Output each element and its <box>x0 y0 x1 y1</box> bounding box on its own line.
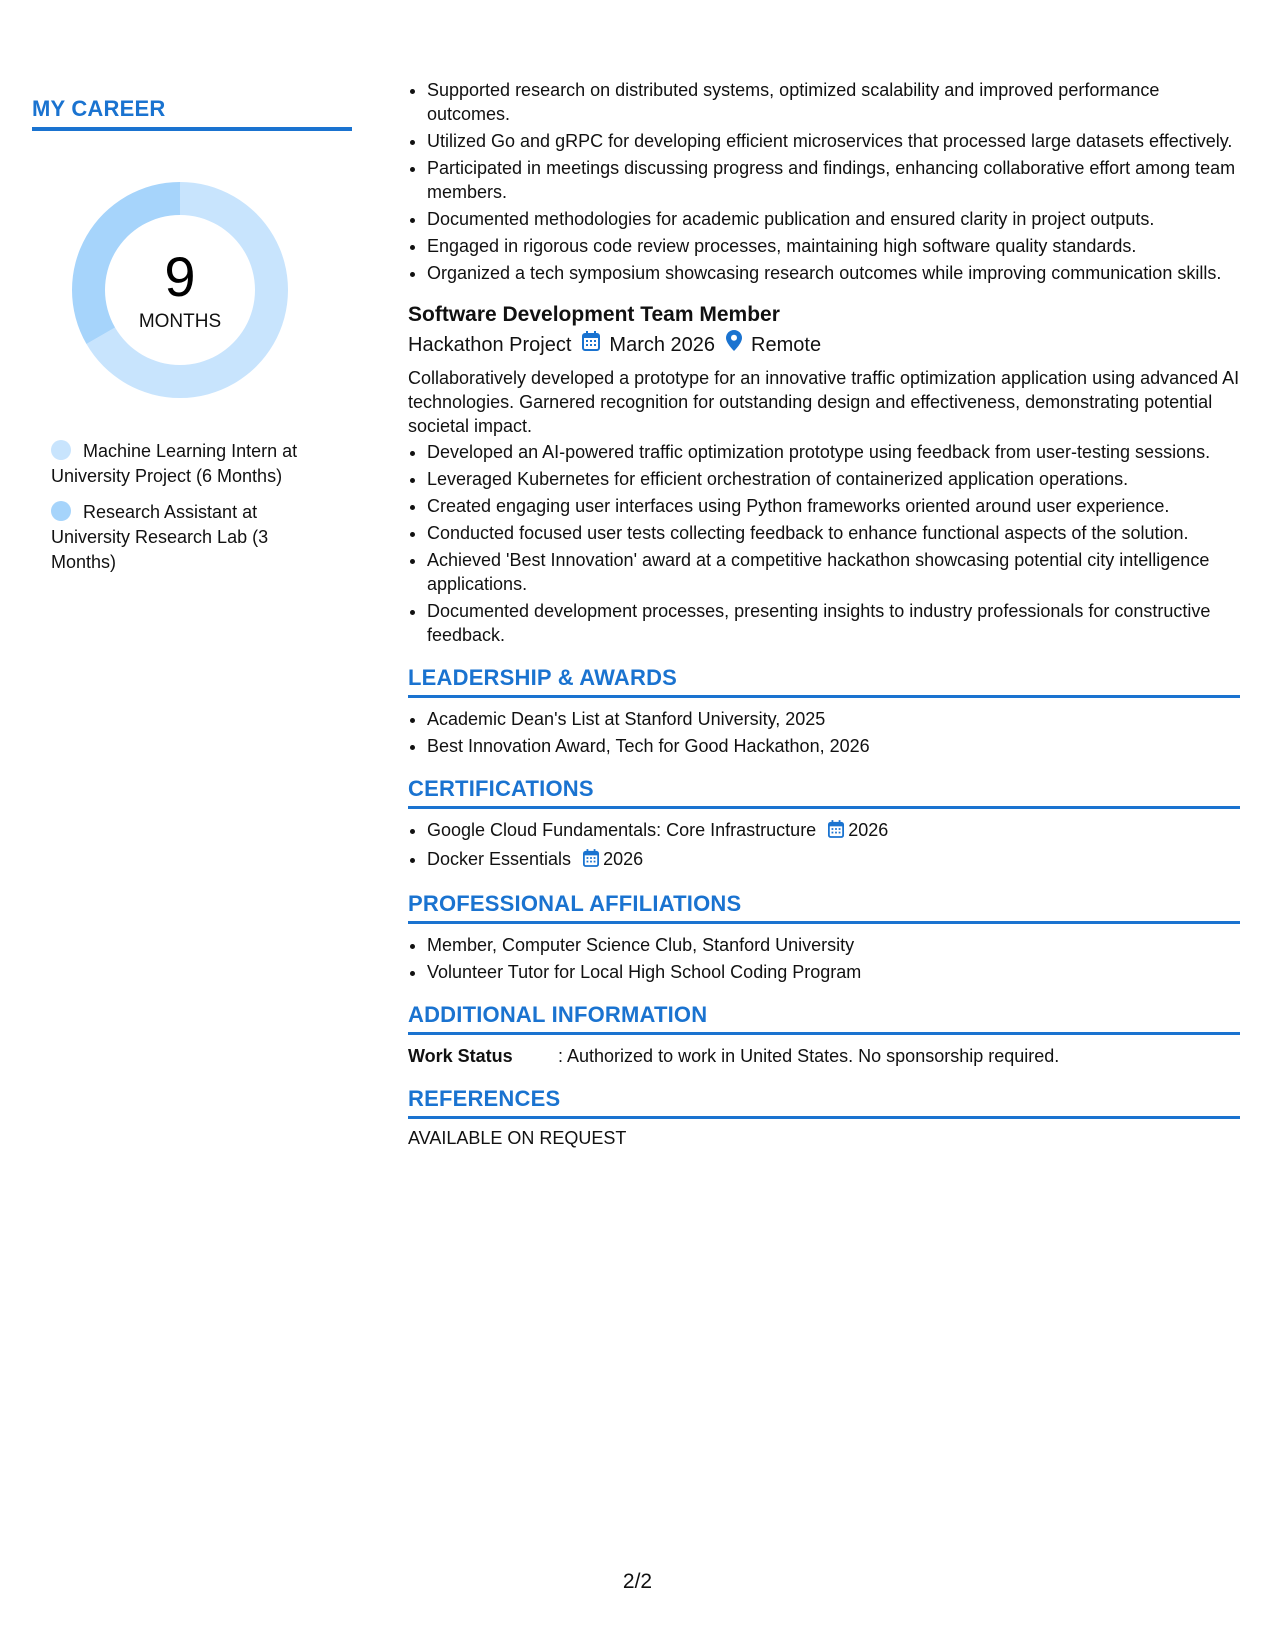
job-meta <box>408 330 1240 359</box>
additional-section-title: ADDITIONAL INFORMATION <box>408 1002 1240 1035</box>
references-section-title: REFERENCES <box>408 1086 1240 1119</box>
leadership-section <box>408 665 1240 758</box>
legend-item <box>51 439 321 489</box>
list-item: • Created engaging user interfaces using Python frameworks oriented around user experience. <box>427 494 1240 518</box>
list-item: • Documented development processes, presenting insights to industry professionals for constructive feedback. <box>427 599 1240 647</box>
legend-label: Research Assistant at University Research Lab (3 Months) <box>51 502 269 572</box>
additional-section <box>408 1002 1240 1068</box>
legend-item <box>51 500 321 575</box>
career-column <box>32 96 352 586</box>
work-status-row <box>408 1044 1240 1068</box>
job-company: Hackathon Project <box>408 333 572 356</box>
calendar-icon <box>582 331 600 359</box>
career-legend <box>51 439 321 575</box>
references-text: AVAILABLE ON REQUEST <box>408 1128 627 1148</box>
main-column <box>408 78 1240 1149</box>
job-location: Remote <box>751 333 822 356</box>
cert-name: Docker Essentials <box>427 849 572 869</box>
list-item: • Academic Dean's List at Stanford University, 2025 <box>427 707 1240 731</box>
list-item <box>427 847 1240 873</box>
page-number: 2/2 <box>622 1570 653 1593</box>
list-item: • Member, Computer Science Club, Stanford University <box>427 933 1240 957</box>
career-total-unit: MONTHS <box>138 311 222 332</box>
prev-job-bullets <box>408 78 1240 285</box>
list-item: • Conducted focused user tests collecting feedback to enhance functional aspects of the solution. <box>427 521 1240 545</box>
work-status-value: : Authorized to work in United States. No sponsorship required. <box>558 1046 1060 1066</box>
job-title: Software Development Team Member <box>408 303 780 326</box>
career-total-number: 9 <box>164 245 196 308</box>
references-section <box>408 1086 1240 1149</box>
list-item: • Supported research on distributed systems, optimized scalability and improved performance outcomes. <box>427 78 1240 126</box>
calendar-icon <box>583 849 599 873</box>
certifications-section <box>408 776 1240 873</box>
list-item: • Leveraged Kubernetes for efficient orchestration of containerized application operations. <box>427 467 1240 491</box>
affiliations-section <box>408 891 1240 984</box>
list-item: • Organized a tech symposium showcasing research outcomes while improving communication skills. <box>427 261 1240 285</box>
affiliations-section-title: PROFESSIONAL AFFILIATIONS <box>408 891 1240 924</box>
cert-year: 2026 <box>848 820 889 840</box>
legend-label: Machine Learning Intern at University Project (6 Months) <box>51 441 298 486</box>
list-item: • Utilized Go and gRPC for developing efficient microservices that processed large datasets effectively. <box>427 129 1240 153</box>
list-item: • Developed an AI-powered traffic optimization prototype using feedback from user-testing sessions. <box>427 440 1240 464</box>
work-status-label: Work Status <box>408 1046 513 1066</box>
cert-year: 2026 <box>603 849 644 869</box>
list-item <box>427 818 1240 844</box>
list-item: • Best Innovation Award, Tech for Good Hackathon, 2026 <box>427 734 1240 758</box>
job-date: March 2026 <box>609 333 716 356</box>
list-item: • Achieved 'Best Innovation' award at a competitive hackathon showcasing potential city intelligence applications. <box>427 548 1240 596</box>
certifications-section-title: CERTIFICATIONS <box>408 776 1240 809</box>
calendar-icon <box>828 820 844 844</box>
location-pin-icon <box>726 330 742 359</box>
list-item: • Participated in meetings discussing progress and findings, enhancing collaborative effort among team members. <box>427 156 1240 204</box>
cert-name: Google Cloud Fundamentals: Core Infrastructure <box>427 820 817 840</box>
job-description: Collaboratively developed a prototype for an innovative traffic optimization application using advanced AI technologies. Garnered recognition for outstanding design and effectiveness, demonstrating potential societal impact. <box>408 368 1240 436</box>
list-item: • Engaged in rigorous code review processes, maintaining high software quality standards. <box>427 234 1240 258</box>
job-bullets <box>408 440 1240 647</box>
legend-dot <box>51 501 71 521</box>
career-section-title: MY CAREER <box>32 96 352 131</box>
leadership-section-title: LEADERSHIP & AWARDS <box>408 665 1240 698</box>
career-donut-chart <box>65 175 295 405</box>
legend-dot <box>51 440 71 460</box>
list-item: • Documented methodologies for academic publication and ensured clarity in project outputs. <box>427 207 1240 231</box>
list-item: • Volunteer Tutor for Local High School Coding Program <box>427 960 1240 984</box>
